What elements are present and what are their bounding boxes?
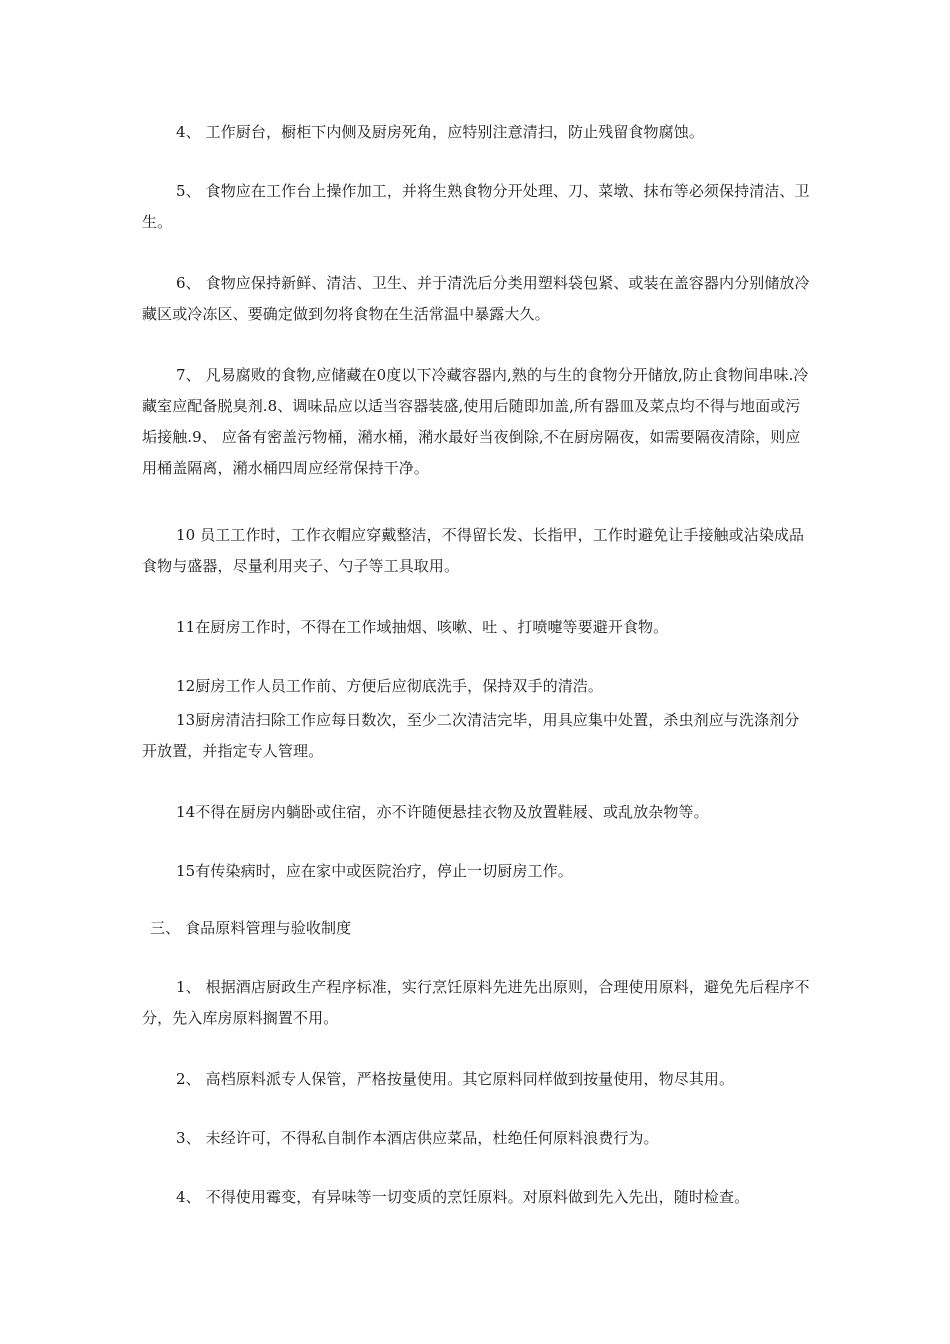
paragraph-6: 6、 食物应保持新鲜、清洁、卫生、并于清洗后分类用塑料袋包紧、或装在盖容器内分别储放冷藏区或冷冻区、要确定做到勿将食物在生活常温中暴露大久。 [142, 274, 810, 323]
section-paragraph-3: 3、 未经许可，不得私自制作本酒店供应菜品，杜绝任何原料浪费行为。 [176, 1129, 659, 1147]
paragraph-5: 5、 食物应在工作台上操作加工，并将生熟食物分开处理、刀、菜墩、抹布等必须保持清洁、卫生。 [142, 182, 810, 231]
paragraph-7: 7、 凡易腐败的食物,应储藏在0度以下冷藏容器内,熟的与生的食物分开储放,防止食物间串味.冷藏室应配备脱臭剂.8、调味品应以适当容器装盛,使用后随即加盖,所有器皿及菜点均不得与地面或污垢接触.9、 应备有密盖污物桶，潲水桶，潲水最好当夜倒除,不在厨房隔夜，如需要隔夜清除，则应用桶盖隔离，潲水桶四周应经常保持干净。 [142, 366, 809, 477]
section-paragraph-1: 1、 根据酒店厨政生产程序标准，实行烹饪原料先进先出原则，合理使用原料，避免先后程序不分，先入库房原料搁置不用。 [142, 978, 810, 1027]
paragraph-15: 15有传染病时，应在家中或医院治疗，停止一切厨房工作。 [176, 862, 573, 880]
section-paragraph-2: 2、 高档原料派专人保管，严格按量使用。其它原料同样做到按量使用，物尽其用。 [176, 1070, 735, 1088]
paragraph-11: 11在厨房工作时，不得在工作域抽烟、咳嗽、吐 、打喷嚏等要避开食物。 [176, 618, 669, 636]
paragraph-4: 4、 工作厨台，橱柜下内侧及厨房死角，应特别注意清扫，防止残留食物腐蚀。 [176, 123, 704, 141]
paragraph-13: 13厨房清洁扫除工作应每日数次，至少二次清洁完毕，用具应集中处置，杀虫剂应与洗涤剂分开放置，并指定专人管理。 [142, 711, 800, 760]
paragraph-10: 10 员工工作时，工作衣帽应穿戴整洁，不得留长发、长指甲，工作时避免让手接触或沾染成品食物与盛器，尽量利用夹子、勺子等工具取用。 [142, 526, 805, 575]
paragraph-12: 12厨房工作人员工作前、方便后应彻底洗手，保持双手的清浩。 [176, 677, 603, 695]
section-heading: 三、 食品原料管理与验收制度 [150, 919, 352, 937]
paragraph-14: 14不得在厨房内躺卧或住宿，亦不许随便悬挂衣物及放置鞋屐、或乱放杂物等。 [176, 803, 709, 821]
section-paragraph-4: 4、 不得使用霉变，有异味等一切变质的烹饪原料。对原料做到先入先出，随时检查。 [176, 1188, 750, 1206]
